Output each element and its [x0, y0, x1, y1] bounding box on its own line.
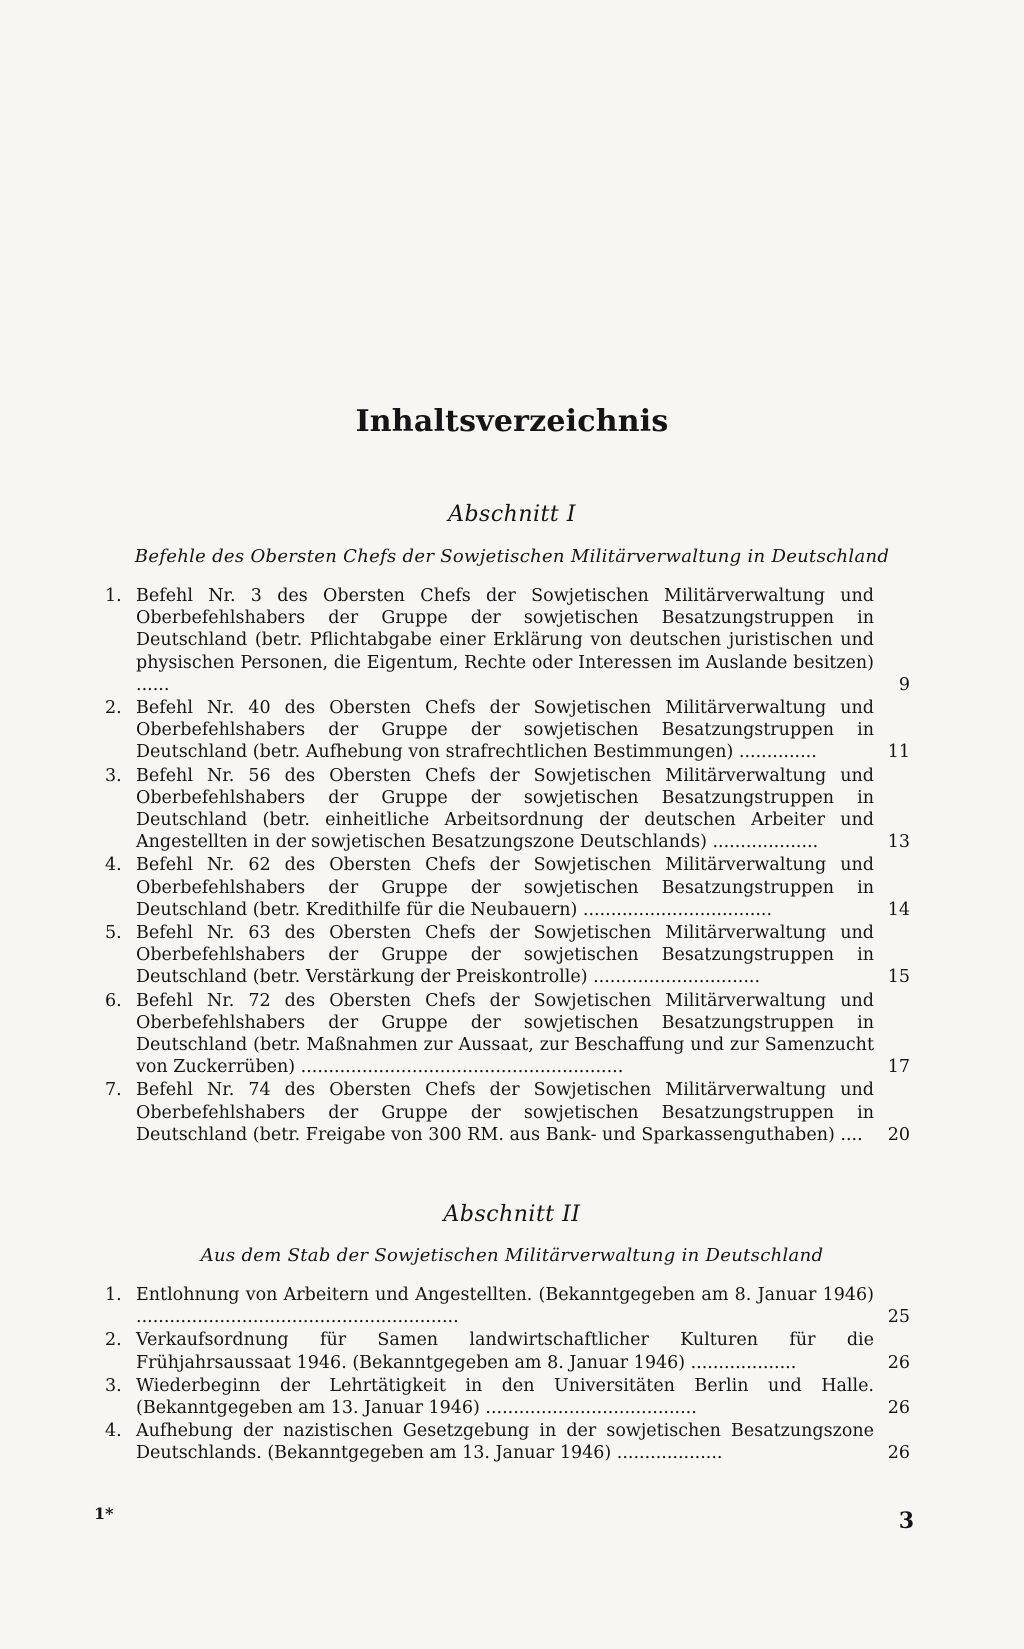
entry-page: 14: [887, 899, 910, 920]
toc-entry: [92, 765, 910, 854]
entry-page: 15: [887, 967, 910, 988]
toc-entry: [92, 1375, 910, 1419]
section-heading-1: Abschnitt I: [448, 502, 576, 527]
entry-number: 2.: [105, 1330, 122, 1351]
toc-entry: [92, 1079, 910, 1146]
toc-entry: [92, 697, 910, 764]
entry-page: 9: [898, 674, 910, 695]
entry-number: 4.: [105, 855, 122, 876]
toc-entry: [92, 1284, 910, 1328]
toc-entry: [92, 854, 910, 921]
toc-entry: [92, 1329, 910, 1373]
entry-page: 20: [887, 1124, 910, 1145]
toc-entry: [92, 922, 910, 989]
entry-page: 26: [887, 1443, 910, 1464]
entry-text: Befehl Nr. 40 des Obersten Chefs der Sowjetischen Militärverwaltung und Oberbefehlshabers der Gruppe der sowjetischen Besatzungstruppen in Deutschland (betr. Aufhebung von strafrechtlichen Bestimmungen) ..............: [136, 698, 874, 763]
entry-number: 5.: [105, 923, 122, 944]
page-number: 3: [898, 1508, 914, 1534]
section-subtitle-1: Befehle des Obersten Chefs der Sowjetischen Militärverwaltung in Deutschland: [134, 546, 890, 567]
entry-page: 26: [887, 1352, 910, 1373]
entry-text: Aufhebung der nazistischen Gesetzgebung in der sowjetischen Besatzungszone Deutschlands. (Bekanntgegeben am 13. Januar 1946) ...................: [136, 1421, 874, 1464]
entry-text: Befehl Nr. 62 des Obersten Chefs der Sowjetischen Militärverwaltung und Oberbefehlshabers der Gruppe der sowjetischen Besatzungstruppen in Deutschland (betr. Kredithilfe für die Neubauern) ..................................: [136, 855, 874, 920]
entry-page: 17: [887, 1057, 910, 1078]
signature-mark: 1*: [94, 1504, 114, 1523]
entry-number: 2.: [105, 698, 122, 719]
entry-number: 1.: [105, 1285, 122, 1305]
entry-number: 3.: [105, 1375, 122, 1396]
toc-entry: [92, 1420, 910, 1464]
entry-number: 4.: [105, 1421, 122, 1442]
entry-text: Entlohnung von Arbeitern und Angestellten. (Bekanntgegeben am 8. Januar 1946) ..........................................................: [136, 1285, 874, 1328]
entry-page: 11: [887, 742, 910, 763]
entry-text: Wiederbeginn der Lehrtätigkeit in den Universitäten Berlin und Halle. (Bekanntgegeben am 13. Januar 1946) ......................................: [136, 1375, 874, 1419]
entry-page: 13: [887, 832, 910, 853]
entry-number: 1.: [105, 586, 122, 606]
entry-text: Befehl Nr. 72 des Obersten Chefs der Sowjetischen Militärverwaltung und Oberbefehlshabers der Gruppe der sowjetischen Besatzungstruppen in Deutschland (betr. Maßnahmen zur Aussaat, zur Beschaffung und zur Samenzucht von Zuckerrüben) ..........................................................: [136, 990, 874, 1078]
entry-number: 6.: [105, 990, 122, 1011]
toc-list-section-1: [92, 585, 910, 1147]
entry-number: 3.: [105, 765, 122, 786]
entry-text: Befehl Nr. 3 des Obersten Chefs der Sowjetischen Militärverwaltung und Oberbefehlshabers der Gruppe der sowjetischen Besatzungstruppen in Deutschland (betr. Pflichtabgabe einer Erklärung von deutschen juristischen und physischen Personen, die Eigentum, Rechte oder Interessen im Auslande besitzen) ......: [136, 586, 874, 695]
toc-entry: [92, 990, 910, 1079]
section-subtitle-2: Aus dem Stab der Sowjetischen Militärverwaltung in Deutschland: [200, 1245, 824, 1266]
entry-page: 25: [887, 1307, 910, 1328]
entry-text: Befehl Nr. 56 des Obersten Chefs der Sowjetischen Militärverwaltung und Oberbefehlshabers der Gruppe der sowjetischen Besatzungstruppen in Deutschland (betr. einheitliche Arbeitsordnung der deutschen Arbeiter und Angestellten in der sowjetischen Besatzungszone Deutschlands) ...................: [136, 765, 874, 853]
toc-entry: [92, 585, 910, 696]
page-title: Inhaltsverzeichnis: [355, 404, 669, 439]
entry-text: Verkaufsordnung für Samen landwirtschaftlicher Kulturen für die Frühjahrsaussaat 1946. (Bekanntgegeben am 8. Januar 1946) ...................: [136, 1330, 874, 1373]
entry-number: 7.: [105, 1080, 122, 1101]
section-heading-2: Abschnitt II: [443, 1202, 581, 1227]
entry-page: 26: [887, 1398, 910, 1419]
entry-text: Befehl Nr. 63 des Obersten Chefs der Sowjetischen Militärverwaltung und Oberbefehlshabers der Gruppe der sowjetischen Besatzungstruppen in Deutschland (betr. Verstärkung der Preiskontrolle) ..............................: [136, 923, 874, 988]
toc-list-section-2: [92, 1284, 910, 1466]
entry-text: Befehl Nr. 74 des Obersten Chefs der Sowjetischen Militärverwaltung und Oberbefehlshabers der Gruppe der sowjetischen Besatzungstruppen in Deutschland (betr. Freigabe von 300 RM. aus Bank- und Sparkassenguthaben) ....: [136, 1080, 874, 1145]
